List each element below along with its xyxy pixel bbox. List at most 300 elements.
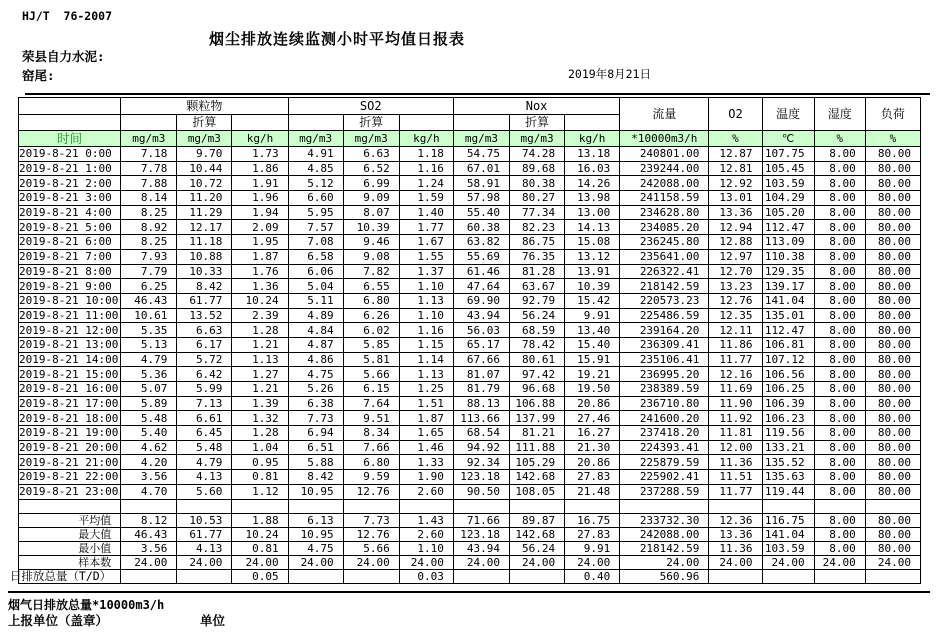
- data-cell: 141.04: [762, 293, 814, 308]
- data-cell: 43.94: [453, 308, 509, 323]
- data-cell: 237288.59: [620, 484, 709, 499]
- data-cell: 55.40: [453, 205, 509, 220]
- data-cell: 13.23: [709, 279, 762, 294]
- data-cell: 113.09: [762, 235, 814, 250]
- data-cell: 12.81: [709, 161, 762, 176]
- data-cell: 1.16: [399, 161, 453, 176]
- data-cell: 80.27: [510, 191, 565, 206]
- table-row: [19, 161, 921, 176]
- data-cell: 80.38: [510, 176, 565, 191]
- data-cell: 1.21: [232, 382, 288, 397]
- data-cell: 67.66: [453, 352, 509, 367]
- data-cell: 8.00: [814, 147, 865, 162]
- data-cell: 1.94: [232, 205, 288, 220]
- data-cell: 142.68: [510, 470, 565, 485]
- data-cell: 236995.20: [620, 367, 709, 382]
- data-cell: 107.75: [762, 147, 814, 162]
- data-cell: 4.75: [288, 541, 343, 555]
- data-cell: 89.68: [510, 161, 565, 176]
- data-cell: 5.13: [121, 337, 177, 352]
- data-cell: 1.32: [232, 411, 288, 426]
- group-so2: SO2: [288, 98, 453, 115]
- data-cell: 12.36: [709, 513, 762, 527]
- data-cell: 24.00: [865, 555, 920, 569]
- data-cell: 7.13: [177, 396, 232, 411]
- data-cell: 6.55: [343, 279, 399, 294]
- data-cell: 43.94: [453, 541, 509, 555]
- data-cell: 96.68: [510, 382, 565, 397]
- data-cell: 8.00: [814, 293, 865, 308]
- data-cell: 7.66: [343, 440, 399, 455]
- data-cell: [343, 569, 399, 583]
- data-cell: 8.14: [121, 191, 177, 206]
- data-cell: [177, 569, 232, 583]
- data-cell: 80.00: [865, 352, 920, 367]
- data-cell: 11.29: [177, 205, 232, 220]
- data-cell: 4.79: [121, 352, 177, 367]
- data-cell: 1.40: [399, 205, 453, 220]
- data-cell: 7.57: [288, 220, 343, 235]
- data-cell: 8.00: [814, 323, 865, 338]
- data-cell: 80.00: [865, 455, 920, 470]
- data-cell: 11.92: [709, 411, 762, 426]
- data-cell: 78.42: [510, 337, 565, 352]
- data-cell: 11.77: [709, 352, 762, 367]
- data-cell: 1.73: [232, 147, 288, 162]
- data-cell: [121, 569, 177, 583]
- data-cell: 21.30: [565, 440, 620, 455]
- data-cell: 1.51: [399, 396, 453, 411]
- row-label: 2019-8-21 22:00: [19, 470, 121, 485]
- data-cell: 61.46: [453, 264, 509, 279]
- data-cell: 235641.00: [620, 249, 709, 264]
- data-cell: 68.59: [510, 323, 565, 338]
- data-cell: 6.94: [288, 426, 343, 441]
- data-cell: 6.99: [343, 176, 399, 191]
- data-cell: 8.00: [814, 220, 865, 235]
- data-cell: 80.00: [865, 205, 920, 220]
- data-cell: 7.73: [343, 513, 399, 527]
- data-cell: 1.59: [399, 191, 453, 206]
- table-row: [19, 455, 921, 470]
- data-cell: 142.68: [510, 527, 565, 541]
- data-cell: 242088.00: [620, 527, 709, 541]
- data-cell: 1.10: [399, 541, 453, 555]
- data-cell: [288, 569, 343, 583]
- row-label: 2019-8-21 17:00: [19, 396, 121, 411]
- data-cell: 141.04: [762, 527, 814, 541]
- data-cell: 1.37: [399, 264, 453, 279]
- data-cell: 1.65: [399, 426, 453, 441]
- page-title: 烟尘排放连续监测小时平均值日报表: [209, 30, 466, 48]
- row-label: 平均值: [19, 513, 121, 527]
- data-cell: [453, 499, 509, 513]
- data-cell: 8.00: [814, 235, 865, 250]
- doc-code: HJ/T 76-2007: [22, 9, 113, 23]
- data-cell: 24.00: [814, 555, 865, 569]
- data-cell: 15.08: [565, 235, 620, 250]
- data-cell: 13.01: [709, 191, 762, 206]
- table-row: [19, 293, 921, 308]
- data-cell: 24.00: [121, 555, 177, 569]
- data-cell: 80.00: [865, 484, 920, 499]
- data-cell: 0.95: [232, 455, 288, 470]
- data-cell: 8.07: [343, 205, 399, 220]
- data-cell: 88.13: [453, 396, 509, 411]
- header-row-groups: [19, 98, 921, 115]
- data-cell: 236710.80: [620, 396, 709, 411]
- data-cell: 103.59: [762, 541, 814, 555]
- table-row: [19, 279, 921, 294]
- unit-cell: mg/m3: [343, 131, 399, 147]
- data-cell: 11.36: [709, 541, 762, 555]
- data-cell: 60.38: [453, 220, 509, 235]
- data-cell: 560.96: [620, 569, 709, 583]
- data-cell: 57.98: [453, 191, 509, 206]
- data-cell: 56.24: [510, 308, 565, 323]
- data-cell: 12.16: [709, 367, 762, 382]
- data-cell: 1.67: [399, 235, 453, 250]
- table-row: [19, 541, 921, 555]
- data-cell: 5.11: [288, 293, 343, 308]
- unit-cell: kg/h: [565, 131, 620, 147]
- data-cell: 13.18: [565, 147, 620, 162]
- data-cell: 15.42: [565, 293, 620, 308]
- data-cell: 9.09: [343, 191, 399, 206]
- report-date: 2019年8月21日: [568, 67, 651, 81]
- data-cell: 242088.00: [620, 176, 709, 191]
- data-cell: 11.18: [177, 235, 232, 250]
- data-cell: 80.00: [865, 527, 920, 541]
- data-cell: 12.88: [709, 235, 762, 250]
- data-cell: [814, 499, 865, 513]
- data-cell: 0.05: [232, 569, 288, 583]
- unit-cell: mg/m3: [453, 131, 509, 147]
- data-cell: 81.28: [510, 264, 565, 279]
- data-cell: 15.40: [565, 337, 620, 352]
- table-row: [19, 323, 921, 338]
- data-cell: 10.39: [565, 279, 620, 294]
- data-cell: 11.51: [709, 470, 762, 485]
- data-cell: 61.77: [177, 293, 232, 308]
- data-cell: 1.33: [399, 455, 453, 470]
- data-cell: 5.12: [288, 176, 343, 191]
- data-cell: 135.52: [762, 455, 814, 470]
- data-cell: 112.47: [762, 220, 814, 235]
- data-cell: [762, 499, 814, 513]
- table-row: [19, 308, 921, 323]
- table-row: [19, 426, 921, 441]
- unit-cell: %: [814, 131, 865, 147]
- table-row: [19, 249, 921, 264]
- data-cell: 13.36: [709, 527, 762, 541]
- data-cell: 225902.41: [620, 470, 709, 485]
- data-cell: 1.25: [399, 382, 453, 397]
- data-cell: 6.63: [177, 323, 232, 338]
- data-cell: 6.26: [343, 308, 399, 323]
- unit-cell: kg/h: [232, 131, 288, 147]
- data-cell: 241600.20: [620, 411, 709, 426]
- data-cell: 6.51: [288, 440, 343, 455]
- row-label: 2019-8-21 5:00: [19, 220, 121, 235]
- data-cell: 24.00: [232, 555, 288, 569]
- data-cell: 5.99: [177, 382, 232, 397]
- data-cell: 24.00: [709, 555, 762, 569]
- data-cell: 2.60: [399, 527, 453, 541]
- data-cell: [865, 569, 920, 583]
- data-cell: 10.44: [177, 161, 232, 176]
- data-cell: 4.62: [121, 440, 177, 455]
- data-cell: 5.66: [343, 367, 399, 382]
- data-cell: 12.00: [709, 440, 762, 455]
- data-cell: 11.86: [709, 337, 762, 352]
- data-cell: 89.87: [510, 513, 565, 527]
- data-cell: 24.00: [620, 555, 709, 569]
- data-cell: 5.04: [288, 279, 343, 294]
- data-cell: 90.50: [453, 484, 509, 499]
- row-label: 2019-8-21 6:00: [19, 235, 121, 250]
- data-cell: 119.44: [762, 484, 814, 499]
- data-cell: 4.13: [177, 541, 232, 555]
- unit-label: 单位: [200, 613, 226, 628]
- data-cell: 1.86: [232, 161, 288, 176]
- data-cell: 6.80: [343, 293, 399, 308]
- table-row: [19, 235, 921, 250]
- row-label: 2019-8-21 0:00: [19, 147, 121, 162]
- data-cell: [565, 499, 620, 513]
- data-cell: 0.81: [232, 541, 288, 555]
- data-cell: 129.35: [762, 264, 814, 279]
- data-cell: 107.12: [762, 352, 814, 367]
- data-cell: 9.70: [177, 147, 232, 162]
- row-label: 2019-8-21 10:00: [19, 293, 121, 308]
- data-cell: 13.36: [709, 205, 762, 220]
- data-cell: 110.38: [762, 249, 814, 264]
- data-cell: 5.85: [343, 337, 399, 352]
- data-cell: 47.64: [453, 279, 509, 294]
- data-cell: 103.59: [762, 176, 814, 191]
- data-cell: 105.29: [510, 455, 565, 470]
- data-cell: 80.00: [865, 308, 920, 323]
- data-cell: 10.39: [343, 220, 399, 235]
- data-cell: 12.92: [709, 176, 762, 191]
- data-cell: 10.24: [232, 293, 288, 308]
- data-cell: 68.54: [453, 426, 509, 441]
- data-cell: 6.25: [121, 279, 177, 294]
- row-label: 2019-8-21 1:00: [19, 161, 121, 176]
- table-row: [19, 352, 921, 367]
- data-cell: 46.43: [121, 527, 177, 541]
- data-cell: 10.88: [177, 249, 232, 264]
- data-cell: 46.43: [121, 293, 177, 308]
- data-cell: 1.27: [232, 367, 288, 382]
- data-cell: 237418.20: [620, 426, 709, 441]
- data-cell: 11.20: [177, 191, 232, 206]
- data-cell: 225486.59: [620, 308, 709, 323]
- data-cell: 104.29: [762, 191, 814, 206]
- data-cell: 12.94: [709, 220, 762, 235]
- data-cell: 7.78: [121, 161, 177, 176]
- data-cell: 20.86: [565, 455, 620, 470]
- data-cell: 1.87: [399, 411, 453, 426]
- row-label: 2019-8-21 16:00: [19, 382, 121, 397]
- data-cell: 80.00: [865, 279, 920, 294]
- data-cell: 6.45: [177, 426, 232, 441]
- data-cell: 80.00: [865, 426, 920, 441]
- data-cell: [865, 499, 920, 513]
- data-cell: 133.21: [762, 440, 814, 455]
- data-cell: 24.00: [453, 555, 509, 569]
- data-cell: 24.00: [288, 555, 343, 569]
- data-cell: 9.46: [343, 235, 399, 250]
- row-label: 2019-8-21 21:00: [19, 455, 121, 470]
- data-cell: 27.83: [565, 527, 620, 541]
- data-cell: 5.26: [288, 382, 343, 397]
- data-cell: 1.12: [232, 484, 288, 499]
- data-cell: 1.04: [232, 440, 288, 455]
- data-cell: 8.00: [814, 396, 865, 411]
- data-cell: 1.91: [232, 176, 288, 191]
- table-row: [19, 220, 921, 235]
- data-cell: 12.76: [709, 293, 762, 308]
- table-row: [19, 337, 921, 352]
- data-cell: [343, 499, 399, 513]
- data-cell: [814, 569, 865, 583]
- data-cell: 239164.20: [620, 323, 709, 338]
- data-cell: 97.42: [510, 367, 565, 382]
- data-cell: [453, 569, 509, 583]
- data-cell: 112.47: [762, 323, 814, 338]
- data-cell: 1.43: [399, 513, 453, 527]
- data-cell: 92.34: [453, 455, 509, 470]
- data-cell: 8.00: [814, 426, 865, 441]
- table-row: [19, 470, 921, 485]
- data-cell: 1.13: [399, 367, 453, 382]
- row-label: 2019-8-21 14:00: [19, 352, 121, 367]
- data-cell: 238389.59: [620, 382, 709, 397]
- table-row: [19, 555, 921, 569]
- data-cell: 6.42: [177, 367, 232, 382]
- data-cell: [762, 569, 814, 583]
- data-cell: 24.00: [565, 555, 620, 569]
- data-cell: 0.03: [399, 569, 453, 583]
- data-cell: 7.79: [121, 264, 177, 279]
- row-label: 2019-8-21 4:00: [19, 205, 121, 220]
- data-cell: 56.03: [453, 323, 509, 338]
- data-cell: 1.46: [399, 440, 453, 455]
- data-cell: 80.00: [865, 382, 920, 397]
- data-cell: 5.95: [288, 205, 343, 220]
- data-cell: 1.10: [399, 308, 453, 323]
- data-cell: 225879.59: [620, 455, 709, 470]
- table-row: [19, 205, 921, 220]
- data-cell: 111.88: [510, 440, 565, 455]
- data-cell: 80.00: [865, 293, 920, 308]
- row-label: 最大值: [19, 527, 121, 541]
- data-cell: 5.89: [121, 396, 177, 411]
- data-cell: 3.56: [121, 541, 177, 555]
- flow-total-note: 烟气日排放总量*10000m3/h: [8, 598, 165, 612]
- data-cell: 10.53: [177, 513, 232, 527]
- table-row: [19, 191, 921, 206]
- data-cell: 94.92: [453, 440, 509, 455]
- row-label: 最小值: [19, 541, 121, 555]
- data-cell: [620, 499, 709, 513]
- data-cell: 12.97: [709, 249, 762, 264]
- data-cell: 12.35: [709, 308, 762, 323]
- data-cell: 20.86: [565, 396, 620, 411]
- data-cell: 8.00: [814, 527, 865, 541]
- data-cell: 80.00: [865, 367, 920, 382]
- subheader-converted-nox: 折算: [510, 115, 565, 131]
- data-cell: 105.20: [762, 205, 814, 220]
- data-cell: 58.91: [453, 176, 509, 191]
- table-row: [19, 264, 921, 279]
- data-cell: 224393.41: [620, 440, 709, 455]
- data-cell: 1.18: [399, 147, 453, 162]
- data-cell: 8.00: [814, 440, 865, 455]
- data-cell: 12.70: [709, 264, 762, 279]
- data-cell: 11.90: [709, 396, 762, 411]
- data-cell: 14.26: [565, 176, 620, 191]
- row-label: 2019-8-21 7:00: [19, 249, 121, 264]
- data-cell: 240801.00: [620, 147, 709, 162]
- time-column-header: 时间: [19, 131, 121, 147]
- data-cell: 16.03: [565, 161, 620, 176]
- row-label: [19, 499, 121, 513]
- data-cell: 1.87: [232, 249, 288, 264]
- row-label: 样本数: [19, 555, 121, 569]
- data-cell: 1.28: [232, 323, 288, 338]
- data-cell: 236309.41: [620, 337, 709, 352]
- data-cell: 1.36: [232, 279, 288, 294]
- data-cell: 139.17: [762, 279, 814, 294]
- data-cell: 15.91: [565, 352, 620, 367]
- data-cell: 16.27: [565, 426, 620, 441]
- unit-cell: kg/h: [399, 131, 453, 147]
- table-row: [19, 176, 921, 191]
- data-cell: 4.84: [288, 323, 343, 338]
- data-cell: 27.83: [565, 470, 620, 485]
- data-cell: 80.00: [865, 337, 920, 352]
- data-cell: 8.34: [343, 426, 399, 441]
- data-cell: 8.00: [814, 367, 865, 382]
- data-cell: 4.86: [288, 352, 343, 367]
- data-cell: 5.48: [121, 411, 177, 426]
- data-cell: 27.46: [565, 411, 620, 426]
- data-cell: 4.89: [288, 308, 343, 323]
- data-cell: 106.25: [762, 382, 814, 397]
- data-cell: 1.13: [232, 352, 288, 367]
- data-cell: 7.93: [121, 249, 177, 264]
- data-cell: 5.88: [288, 455, 343, 470]
- data-cell: [709, 569, 762, 583]
- data-cell: 1.21: [232, 337, 288, 352]
- data-cell: 1.77: [399, 220, 453, 235]
- data-cell: 5.07: [121, 382, 177, 397]
- data-cell: 1.76: [232, 264, 288, 279]
- data-cell: 8.25: [121, 205, 177, 220]
- data-cell: 4.70: [121, 484, 177, 499]
- data-cell: 63.82: [453, 235, 509, 250]
- top-rule: [25, 93, 930, 95]
- unit-cell: mg/m3: [121, 131, 177, 147]
- data-cell: 81.79: [453, 382, 509, 397]
- data-cell: 106.56: [762, 367, 814, 382]
- data-cell: 81.21: [510, 426, 565, 441]
- data-cell: 5.66: [343, 541, 399, 555]
- data-cell: 1.55: [399, 249, 453, 264]
